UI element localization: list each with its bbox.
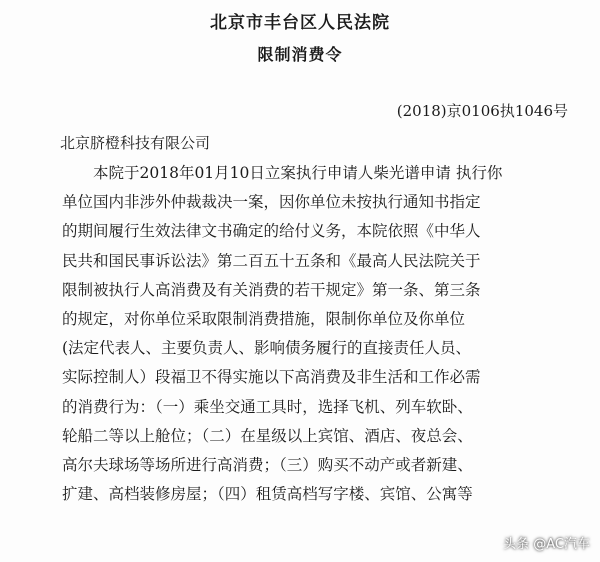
body-line: 的消费行为：（一）乘坐交通工具时，选择飞机、列车软卧、 — [62, 397, 473, 416]
body-line: 单位国内非涉外仲裁裁决一案，因你单位未按执行通知书指定 — [62, 193, 481, 212]
body-line: 的期间履行生效法律文书确定的给付义务，本院依照《中华人 — [62, 222, 481, 241]
watermark: 头条 @AC汽车 — [503, 537, 590, 552]
body-line: 轮船二等以上舱位；（二）在星级以上宾馆、酒店、夜总会、 — [62, 426, 473, 445]
document-title: 限制消费令 — [257, 45, 343, 64]
recipient: 北京脐橙科技有限公司 — [60, 134, 211, 152]
body-line: 高尔夫球场等场所进行高消费；（三）购买不动产或者新建、 — [62, 455, 473, 474]
body-line: 限制被执行人高消费及有关消费的若干规定》第一条、第三条 — [62, 280, 481, 299]
court-name: 北京市丰台区人民法院 — [210, 13, 390, 33]
body-line: (法定代表人、主要负责人、影响债务履行的直接责任人员、 — [62, 339, 472, 358]
body-line: 实际控制人）段福卫不得实施以下高消费及非生活和工作必需 — [62, 368, 481, 387]
body-text — [62, 159, 582, 509]
body-line: 的规定，对你单位采取限制消费措施，限制你单位及你单位 — [62, 309, 466, 328]
body-line: 扩建、高档装修房屋；（四）租赁高档写字楼、宾馆、公寓等 — [62, 485, 473, 504]
body-line: 本院于2018年01月10日立案执行申请人柴光谱申请 执行你 — [93, 164, 503, 182]
case-number: (2018)京0106执1046号 — [396, 102, 568, 120]
body-line: 民共和国民事诉讼法》第二百五十五条和《最高人民法院关于 — [62, 251, 481, 270]
